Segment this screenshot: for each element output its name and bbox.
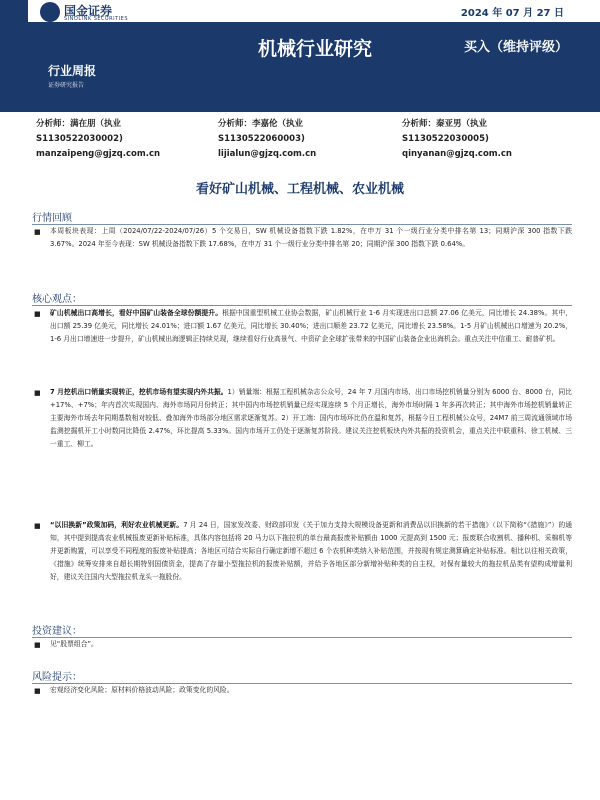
core-point-body: 7 月 24 日，国家发改委、财政部印发《关于加力支持大规模设备更新和消费品以旧换新的若干措施》（以下简称“《措施》”）的通知，其中提到提高农业机械报废更新补贴标准，具体内容包括将 20 马力以下拖拉机的单台最高报废补贴额由 1000 元提高到 1500 元；报废联合收割机、播种机、采棉机等并更新购置，可以享受不同程度的报废补贴提高；各地区可结合实际自行确定新增不超过 6 个农机种类纳入补贴范围，并按现有规定测算确定补贴标准。相比以往相关政策，《措施》统筹安排来自超长期特别国债资金，提高了存量小型拖拉机的报废补贴额，并给予各地区部分新增补贴种类的自主权，对保有量较大的拖拉机品类有望构成增量利好，建议关注国内大型拖拉机龙头一拖股份。 [50, 521, 573, 581]
analyst-name: 分析师：满在朋（执业 [36, 119, 122, 129]
logo-name: 国金证券 [64, 4, 113, 18]
section-divider [32, 305, 572, 306]
bullet-icon: ■ [34, 228, 41, 236]
analyst-cert: S1130522030005) [402, 134, 489, 144]
core-point-body: 1）销量端：根据工程机械杂志公众号，24 年 7 月国内市场、出口市场挖机销量分别为 6000 台、8000 台，同比+17%、+7%；年内首次实现国内、海外市场同月份转正；其中国内市场挖机销量已经实现连续 5 个月正增长，海外市场时隔 1 年多再次转正；其中海外市场挖机销量转正主要海外市场去年同期基数相对较低、叠加海外市场部分地区需求逐渐复苏。2）开工端：国内市场环比仍在温和复苏，根据今日工程机械公众号，24M7 前三周流通领域市场监测挖掘机开工小时数同比降低 2.47%，环比提高 5.33%。国内市场开工仍处于逐渐复苏阶段。建议关注挖机板块内外共振的投资机会，重点关注中联重科、徐工机械、三一重工、柳工。 [50, 388, 572, 448]
report-date: 2024 年 07 月 27 日 [460, 8, 564, 19]
section-title-risk: 风险提示： [32, 672, 82, 683]
section-title-review: 行情回顾 [32, 213, 72, 224]
report-category: 行业周报 [48, 64, 97, 78]
analyst-card [218, 117, 398, 162]
page-title: 机械行业研究 [258, 38, 373, 60]
report-category-sub: 证券研究报告 [48, 82, 85, 89]
core-point-heading: “以旧换新”政策加码，利好农业机械更新。 [50, 521, 184, 529]
analyst-email[interactable]: lijialun@gjzq.com.cn [218, 149, 317, 159]
analyst-email[interactable]: qinyanan@gjzq.com.cn [402, 149, 512, 159]
analyst-card [36, 117, 216, 162]
bullet-icon: ■ [34, 641, 41, 649]
bullet-icon: ■ [34, 389, 41, 397]
review-text: 本周板块表现：上周（2024/07/22-2024/07/26）5 个交易日，SW 机械设备指数下跌 1.82%，在申万 31 个一级行业分类中排名第 13；同期沪深 300 指数下跌 3.67%。2024 年至今表现：SW 机械设备指数下跌 17.68%，在申万 31 个一级行业分类中排名第 20；同期沪深 300 指数下跌 0.64%。 [50, 227, 572, 248]
section-title-advice: 投资建议： [32, 626, 82, 637]
advice-text: 见“股票组合”。 [50, 640, 98, 648]
core-point-mining [50, 307, 572, 346]
analyst-cert: S1130522060003) [218, 134, 305, 144]
analyst-email[interactable]: manzaipeng@gjzq.com.cn [36, 149, 161, 159]
logo-mark-icon [40, 2, 60, 22]
core-point-heading: 7 月挖机出口销量实现转正，挖机市场有望实现内外共振。 [50, 388, 228, 396]
logo-subtitle: SINOLINK SECURITIES [64, 16, 128, 22]
analyst-card [402, 117, 582, 162]
rating-badge: 买入（维持评级） [464, 40, 569, 55]
bullet-icon: ■ [34, 310, 41, 318]
bullet-icon: ■ [34, 687, 41, 695]
headline: 看好矿山机械、工程机械、农业机械 [195, 182, 404, 197]
core-point-body: 根据中国重型机械工业协会数据，矿山机械行业 1-6 月实现进出口总额 27.06 亿美元，同比增长 24.38%。其中，出口额 25.39 亿美元，同比增长 24.01%；进口额 1.67 亿美元，同比增长 30.40%；进出口顺差 23.72 亿美元，同比增长 23.58%。1-5 月矿山机械出口增速为 20.2%，1-6 月出口增速进一步提升，矿山机械出海逻辑正持续兑现，继续看好行业高景气、中资矿企全球扩张带来的中国矿山装备企业出海机会。重点关注中信重工、耐普矿机。 [50, 309, 572, 343]
risk-text: 宏观经济变化风险；原材料价格波动风险；政策变化的风险。 [50, 686, 234, 694]
header-left-bar [0, 0, 28, 112]
bullet-icon: ■ [34, 522, 41, 530]
core-point-heading: 矿山机械出口高增长，看好中国矿山装备全球份额提升。 [50, 309, 223, 317]
date-bar [230, 0, 600, 22]
core-point-excavator [50, 386, 572, 451]
section-title-core: 核心观点： [32, 294, 82, 305]
analyst-name: 分析师：李嘉伦（执业 [218, 119, 304, 129]
analyst-name: 分析师：秦亚男（执业 [402, 119, 488, 129]
core-point-agri [50, 519, 572, 584]
analyst-cert: S1130522030002) [36, 134, 123, 144]
